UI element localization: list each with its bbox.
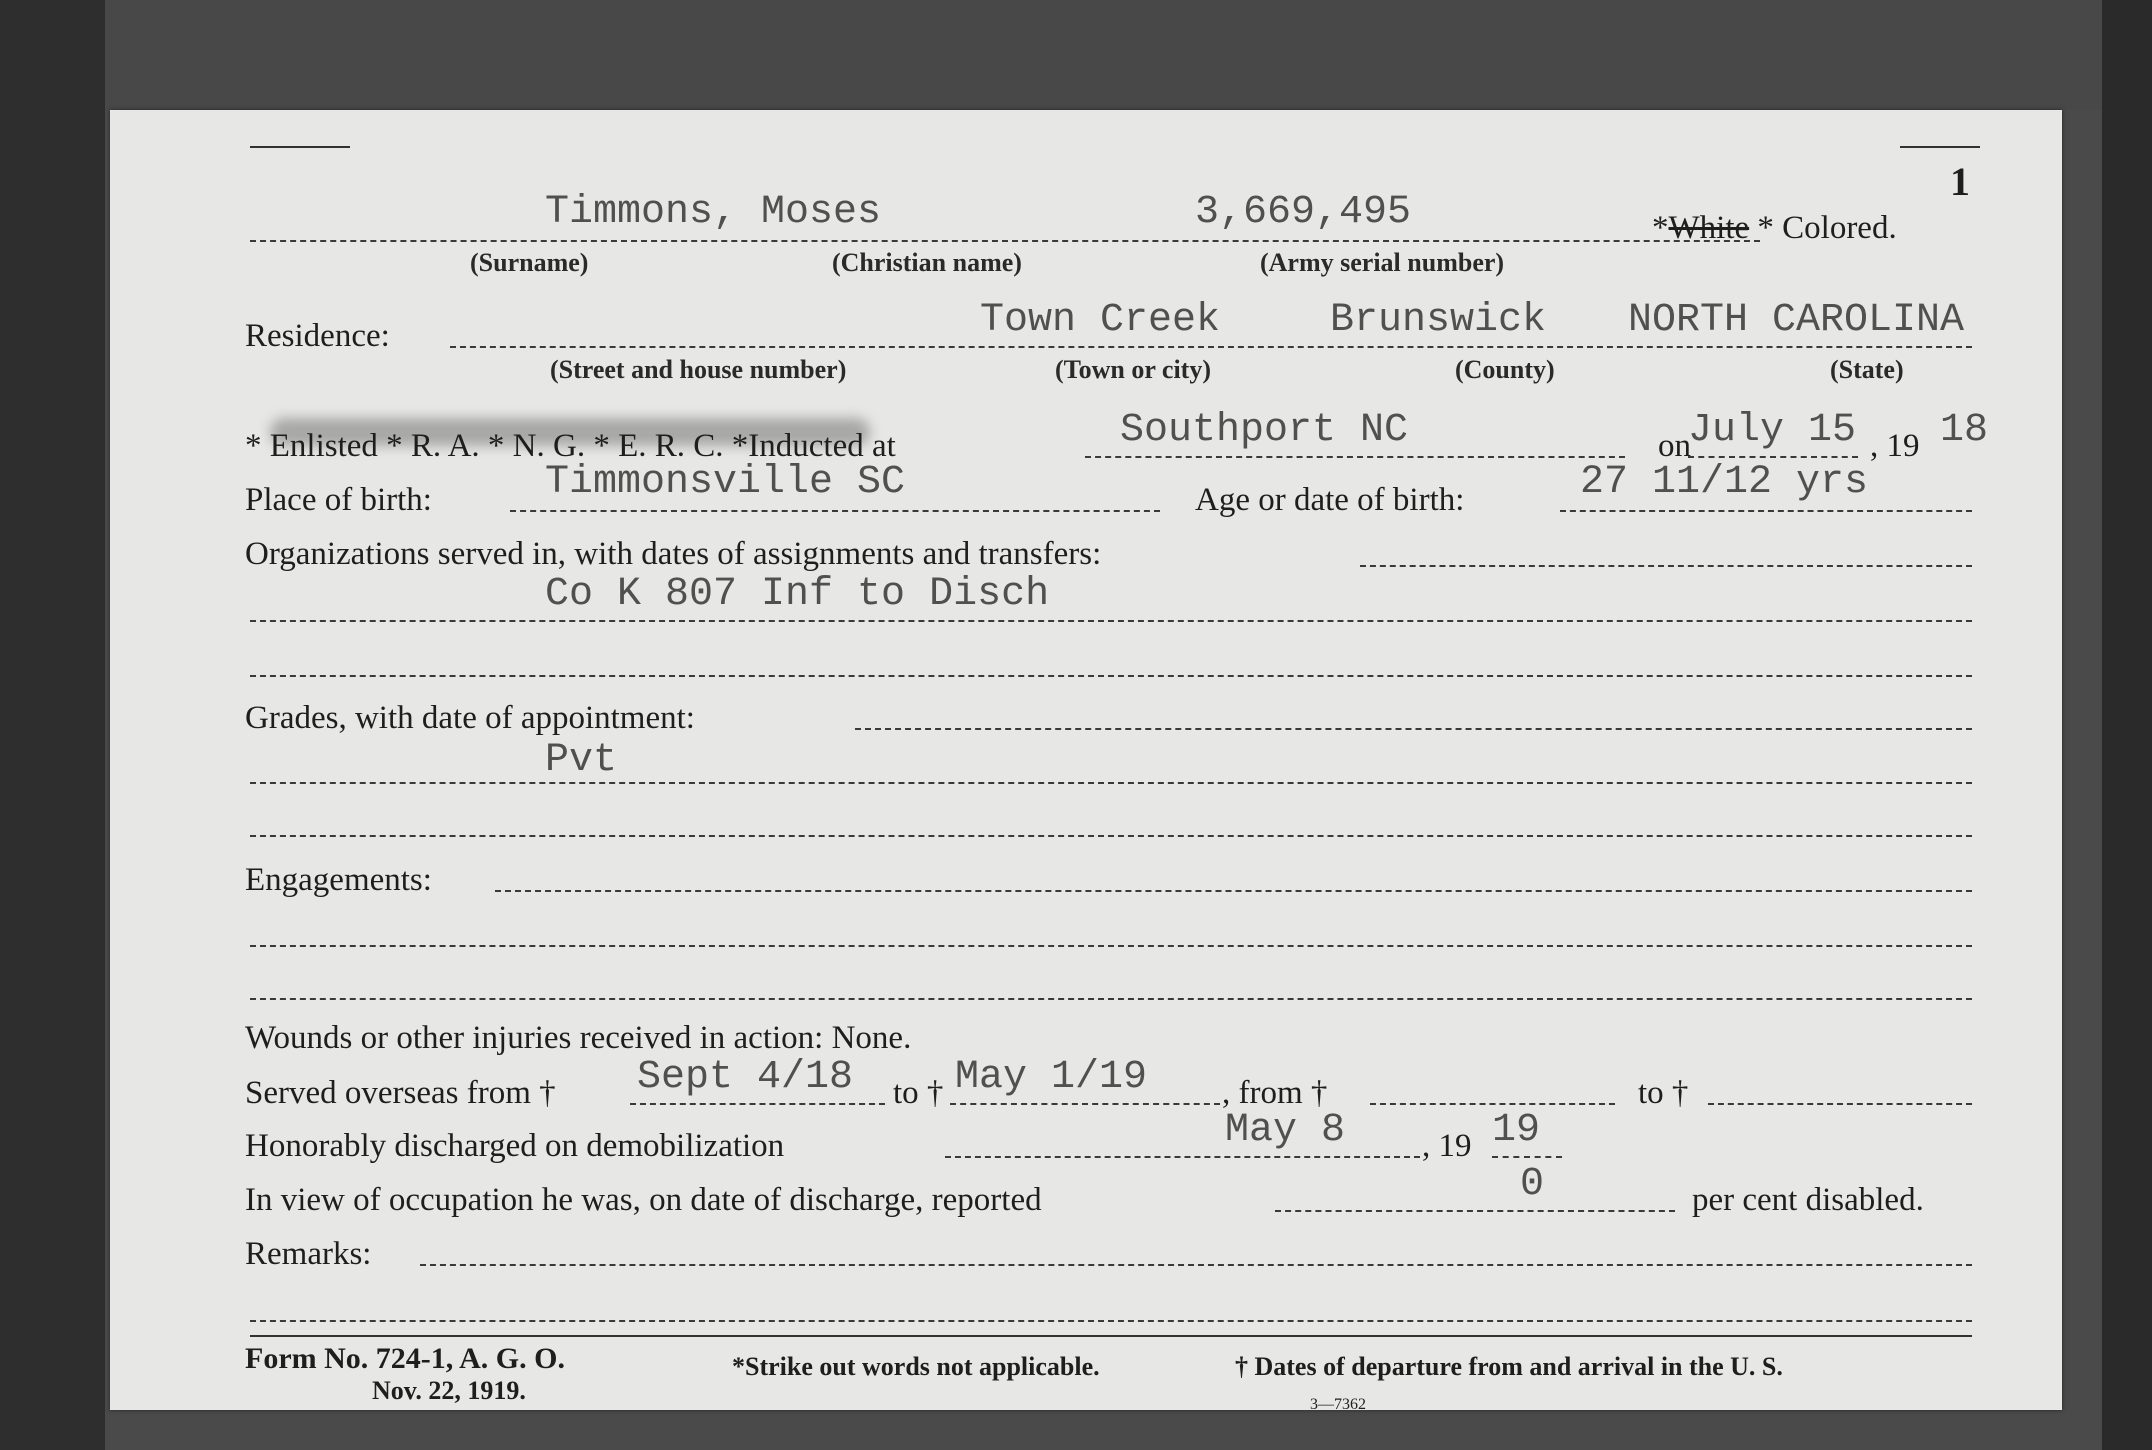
induction-place-line <box>1085 456 1625 458</box>
remarks-line-0 <box>420 1264 1972 1266</box>
organizations-label: Organizations served in, with dates of assignments and transfers: <box>245 536 1102 572</box>
discharge-date: May 8 <box>1225 1108 1346 1153</box>
organizations-line-2 <box>250 675 1972 677</box>
induction-date: July 15 <box>1688 408 1857 453</box>
induction-year: 18 <box>1940 408 1989 453</box>
place-of-birth-line <box>510 510 1160 512</box>
overseas-from2-label: , from † <box>1222 1075 1328 1111</box>
caption-town: (Town or city) <box>1055 355 1211 384</box>
discharge-label: Honorably discharged on demobilization <box>245 1128 785 1164</box>
place-of-birth-value: Timmonsville SC <box>545 460 906 505</box>
residence-state: NORTH CAROLINA <box>1628 298 1965 343</box>
age-label: Age or date of birth: <box>1195 482 1465 518</box>
remarks-label: Remarks: <box>245 1236 372 1272</box>
print-code: 3—7362 <box>1310 1396 1366 1413</box>
overseas-to-label: to † <box>893 1075 944 1111</box>
dates-note: † Dates of departure from and arrival in the U. S. <box>1235 1352 1783 1381</box>
wounds-label: Wounds or other injuries received in action: None. <box>245 1020 912 1056</box>
discharge-year-line <box>1492 1156 1562 1158</box>
induction-date-line <box>1688 456 1858 458</box>
organizations-line-1 <box>250 620 1972 622</box>
remarks-line-1 <box>250 1320 1972 1322</box>
strike-note: *Strike out words not applicable. <box>732 1352 1100 1381</box>
overseas-from-line <box>630 1103 885 1105</box>
top-right-rule <box>1900 146 1980 148</box>
form-number: Form No. 724-1, A. G. O. <box>245 1342 565 1375</box>
overseas-to2-label: to † <box>1638 1075 1689 1111</box>
grades-line-2 <box>250 835 1972 837</box>
grades-line-1 <box>250 782 1972 784</box>
card-number: 1 <box>1950 159 1970 204</box>
organizations-value: Co K 807 Inf to Disch <box>545 572 1050 617</box>
caption-surname: (Surname) <box>470 248 589 277</box>
race-asterisk: * <box>1652 210 1669 246</box>
grades-label: Grades, with date of appointment: <box>245 700 695 736</box>
place-of-birth-label: Place of birth: <box>245 482 432 518</box>
top-left-rule <box>250 146 350 148</box>
caption-christian-name: (Christian name) <box>832 248 1022 277</box>
engagements-line-2 <box>250 998 1972 1000</box>
scanner-background-right <box>2102 0 2152 1450</box>
age-line <box>1560 510 1972 512</box>
overseas-from2-line <box>1370 1103 1615 1105</box>
name-value: Timmons, Moses <box>545 190 882 235</box>
scanner-background-top <box>105 0 2102 110</box>
overseas-label: Served overseas from † <box>245 1075 556 1111</box>
residence-line <box>450 346 1972 348</box>
caption-county: (County) <box>1455 355 1555 384</box>
caption-army-serial: (Army serial number) <box>1260 248 1505 277</box>
overseas-from-value: Sept 4/18 <box>637 1055 854 1100</box>
engagements-label: Engagements: <box>245 862 432 898</box>
footer-rule <box>250 1335 1972 1337</box>
on-label: on <box>1658 428 1691 464</box>
age-value: 27 11/12 yrs <box>1580 460 1869 505</box>
induction-place: Southport NC <box>1120 408 1409 453</box>
race-colored: * Colored. <box>1757 210 1897 246</box>
residence-label: Residence: <box>245 318 390 354</box>
race-white-struck: White <box>1668 210 1750 246</box>
disability-label: In view of occupation he was, on date of discharge, reported <box>245 1182 1042 1218</box>
caption-street: (Street and house number) <box>550 355 847 384</box>
name-line <box>250 240 1760 242</box>
service-record-card <box>110 110 2062 1413</box>
overseas-to-value: May 1/19 <box>955 1055 1148 1100</box>
disability-value: 0 <box>1520 1162 1545 1207</box>
induction-year-prefix: , 19 <box>1870 428 1920 464</box>
residence-town: Town Creek <box>980 298 1221 343</box>
organizations-line-0 <box>1360 565 1972 567</box>
race-field <box>1652 210 1897 247</box>
engagements-line-1 <box>250 945 1972 947</box>
discharge-date-line <box>945 1156 1420 1158</box>
form-date: Nov. 22, 1919. <box>372 1376 526 1405</box>
enlistment-prefix: * Enlisted * R. A. * N. G. * E. R. C. *Inducted at <box>245 428 896 464</box>
grades-value: Pvt <box>545 738 618 783</box>
grades-line-0 <box>855 728 1972 730</box>
overseas-to2-line <box>1708 1103 1972 1105</box>
residence-county: Brunswick <box>1330 298 1547 343</box>
discharge-year-prefix: , 19 <box>1422 1128 1472 1164</box>
serial-value: 3,669,495 <box>1195 190 1412 235</box>
discharge-year: 19 <box>1492 1108 1541 1153</box>
disability-suffix: per cent disabled. <box>1692 1182 1924 1218</box>
disability-line <box>1275 1210 1675 1212</box>
caption-state: (State) <box>1830 355 1904 384</box>
scanner-background-left <box>0 0 105 1450</box>
overseas-to-line <box>950 1103 1220 1105</box>
engagements-line-0 <box>495 890 1972 892</box>
